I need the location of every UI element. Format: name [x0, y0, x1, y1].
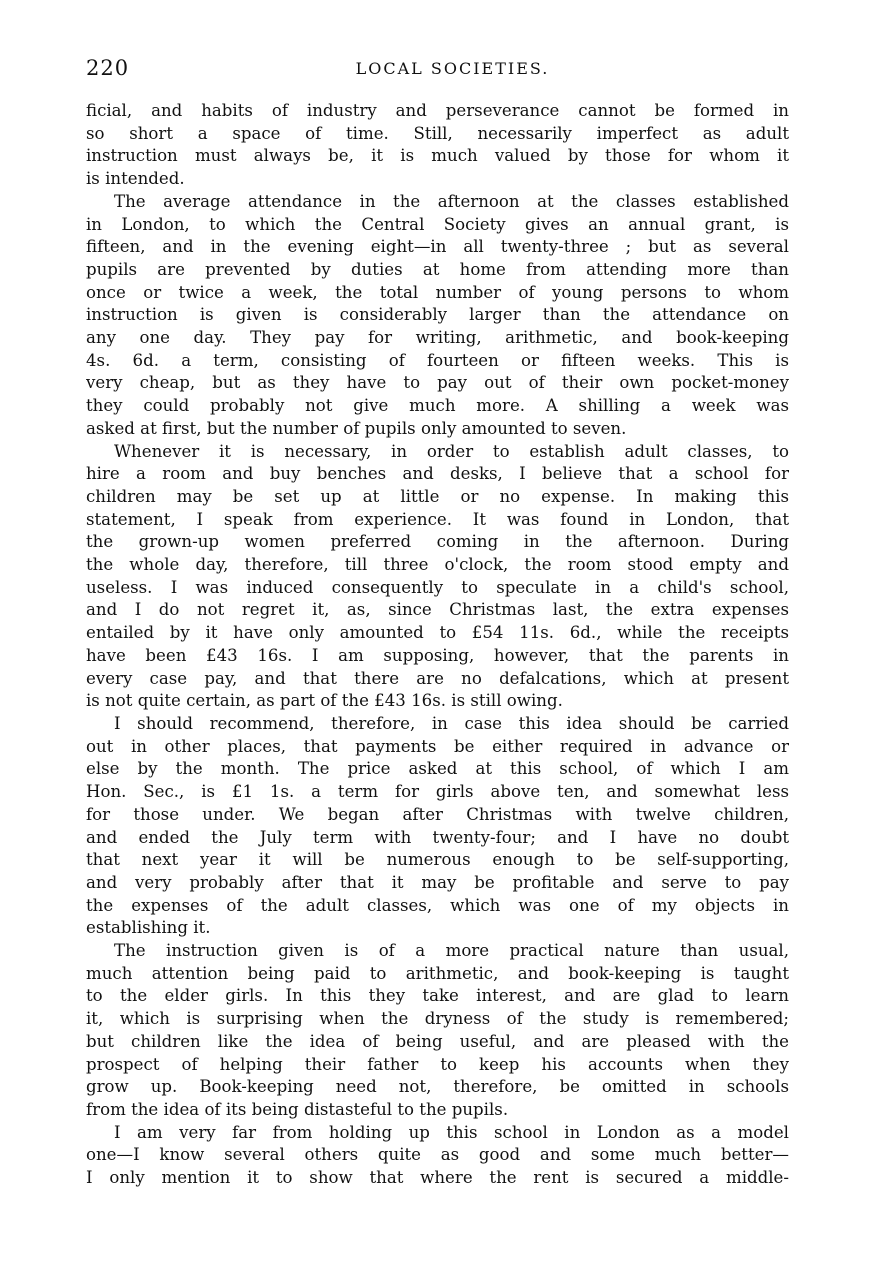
text-line: pupils are prevented by duties at home from attending more than [86, 259, 789, 279]
paragraph [86, 1122, 789, 1190]
text-line: else by the month. The price asked at this school, of which I am [86, 759, 789, 779]
text-line: I should recommend, therefore, in case this idea should be carried [114, 713, 789, 733]
running-head [86, 56, 789, 86]
text-line: that next year it will be numerous enough to be self-supporting, [86, 850, 789, 870]
text-line: but children like the idea of being useful, and are pleased with the [86, 1031, 789, 1051]
text-line: useless. I was induced consequently to speculate in a child's school, [86, 577, 789, 597]
text-line: grow up. Book-keeping need not, therefore, be omitted in schools [86, 1077, 789, 1097]
text-line: from the idea of its being distasteful to the pupils. [86, 1099, 509, 1119]
text-line: instruction must always be, it is much valued by those for whom it [86, 146, 789, 166]
text-line: is not quite certain, as part of the £43 16s. is still owing. [86, 691, 563, 711]
body-text [86, 100, 789, 1190]
text-line: the whole day, therefore, till three o'clock, the room stood empty and [86, 555, 789, 575]
text-line: 4s. 6d. a term, consisting of fourteen or fifteen weeks. This is [86, 350, 789, 370]
text-line: entailed by it have only amounted to £54 11s. 6d., while the receipts [86, 623, 789, 643]
text-line: statement, I speak from experience. It was found in London, that [86, 509, 789, 529]
text-line: and very probably after that it may be profitable and serve to pay [86, 872, 789, 892]
paragraph [86, 713, 789, 940]
text-line: fifteen, and in the evening eight—in all twenty-three ; but as several [86, 237, 789, 257]
text-line: ficial, and habits of industry and perseverance cannot be formed in [86, 101, 789, 120]
text-line: much attention being paid to arithmetic, and book-keeping is taught [86, 963, 789, 983]
text-line: they could probably not give much more. A shilling a week was [86, 396, 789, 416]
text-line: Hon. Sec., is £1 1s. a term for girls above ten, and somewhat less [86, 782, 789, 802]
text-line: the expenses of the adult classes, which was one of my objects in [86, 895, 789, 915]
text-line: very cheap, but as they have to pay out of their own pocket-money [86, 373, 789, 393]
text-line: hire a room and buy benches and desks, I believe that a school for [86, 464, 789, 484]
text-line: have been £43 16s. I am supposing, however, that the parents in [86, 645, 789, 665]
text-line: every case pay, and that there are no defalcations, which at present [86, 668, 789, 688]
text-line: children may be set up at little or no expense. In making this [86, 486, 789, 506]
text-line: and ended the July term with twenty-four; and I have no doubt [86, 827, 789, 847]
text-line: prospect of helping their father to keep his accounts when they [86, 1054, 789, 1074]
running-title: LOCAL SOCIETIES. [355, 59, 550, 78]
text-line: asked at first, but the number of pupils only amounted to seven. [86, 418, 627, 438]
text-line: I only mention it to show that where the rent is secured a middle- [86, 1168, 789, 1188]
text-line: establishing it. [86, 918, 211, 938]
text-line: Whenever it is necessary, in order to establish adult classes, to [114, 441, 789, 461]
text-line: for those under. We began after Christmas with twelve children, [86, 804, 789, 824]
text-line: in London, to which the Central Society gives an annual grant, is [86, 214, 789, 234]
paragraph [86, 441, 789, 713]
text-line: and I do not regret it, as, since Christmas last, the extra expenses [86, 600, 789, 620]
page-number: 220 [86, 56, 130, 80]
text-line: I am very far from holding up this school in London as a model [114, 1122, 789, 1142]
text-line: the grown-up women preferred coming in the afternoon. During [86, 532, 789, 552]
text-line: The instruction given is of a more practical nature than usual, [114, 941, 789, 961]
paragraph [86, 100, 789, 191]
text-line: so short a space of time. Still, necessarily imperfect as adult [86, 123, 789, 143]
text-line: once or twice a week, the total number of young persons to whom [86, 282, 789, 302]
paragraph [86, 191, 789, 441]
text-line: out in other places, that payments be either required in advance or [86, 736, 789, 756]
paragraph [86, 940, 789, 1122]
text-line: is intended. [86, 169, 185, 189]
text-line: instruction is given is considerably larger than the attendance on [86, 305, 789, 325]
text-line: it, which is surprising when the dryness of the study is remembered; [86, 1009, 789, 1029]
text-line: The average attendance in the afternoon at the classes established [114, 191, 789, 211]
text-line: to the elder girls. In this they take interest, and are glad to learn [86, 986, 789, 1006]
text-line: any one day. They pay for writing, arithmetic, and book-keeping [86, 328, 789, 348]
text-line: one—I know several others quite as good and some much better— [86, 1145, 789, 1165]
